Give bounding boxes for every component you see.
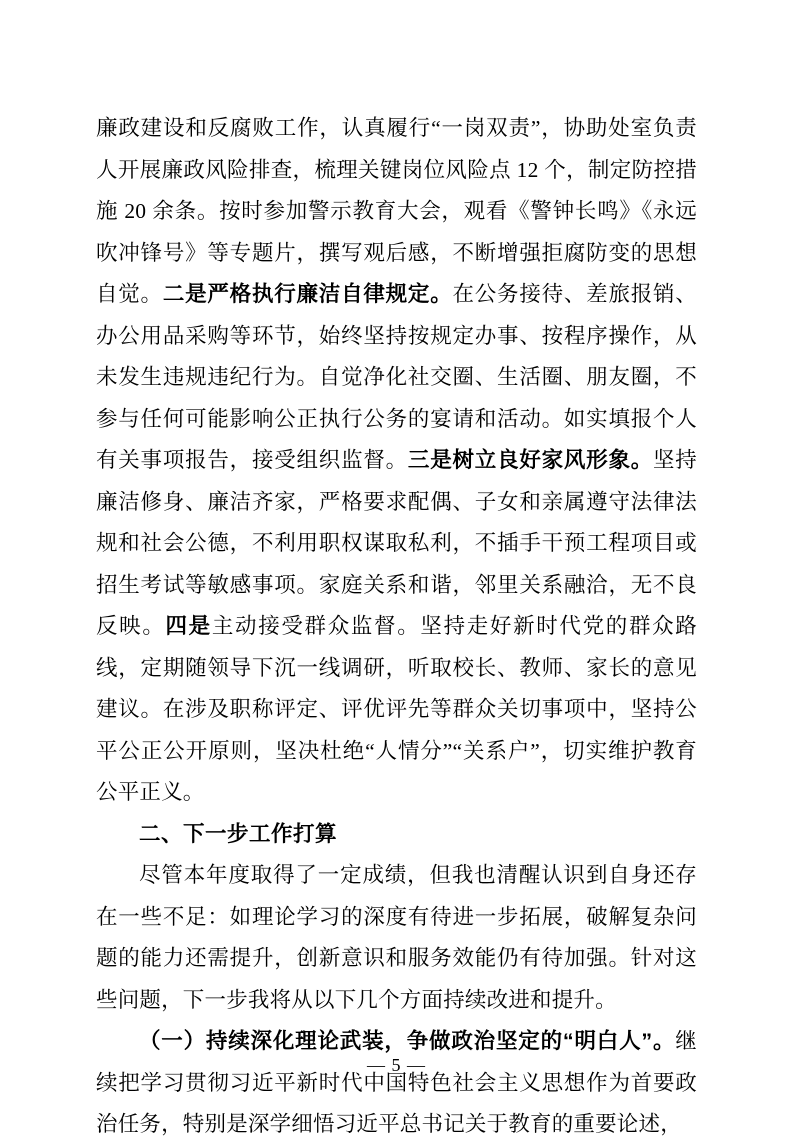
text-run-bold: 三是树立良好家风形象。 bbox=[407, 448, 654, 472]
text-run: 尽管本年度取得了一定成绩，但我也清醒认识到自身还存在一些不足：如理论学习的深度有待进一步拓展，破解复杂问题的能力还需提升，创新意识和服务效能仍有待加强。针对这些问题，下一步我将从以下几个方面持续改进和提升。 bbox=[96, 863, 697, 1012]
paragraph-subsection bbox=[96, 1021, 697, 1146]
section-heading: 二、下一步工作打算 bbox=[139, 821, 338, 846]
text-run: 坚持廉洁修身、廉洁齐家，严格要求配偶、子女和亲属遵守法律法规和社会公德，不利用职权谋取私利，不插手干预工程项目或招生考试等敏感事项。家庭关系和谐，邻里关系融洽，无不良反映。 bbox=[96, 448, 697, 638]
text-run: 主动接受群众监督。坚持走好新时代党的群众路线，定期随领导下沉一线调研，听取校长、教师、家长的意见建议。在涉及职称评定、评优评先等群众关切事项中，坚持公平公正公开原则，坚决杜绝“人情分”“关系户”，切实维护教育公平正义。 bbox=[96, 614, 697, 804]
text-run: 继续把学习贯彻习近平新时代中国特色社会主义思想作为首要政治任务，特别是深学细悟习近平总书记关于教育的重要论述， bbox=[96, 1029, 697, 1136]
text-run: 廉政建设和反腐败工作，认真履行“一岗双责”，协助处室负责人开展廉政风险排查，梳理关键岗位风险点 12 个，制定防控措施 20 余条。按时参加警示教育大会，观看《警钟长鸣》《永远吹冲锋号》等专题片，撰写观后感，不断增强拒腐防变的思想自觉。 bbox=[96, 116, 697, 306]
document-body bbox=[96, 108, 697, 1146]
text-run: 在公务接待、差旅报销、办公用品采购等环节，始终坚持按规定办事、按程序操作，从未发生违规违纪行为。自觉净化社交圈、生活圈、朋友圈，不参与任何可能影响公正执行公务的宴请和活动。如实填报个人有关事项报告，接受组织监督。 bbox=[96, 282, 697, 472]
subsection-heading: （一）持续深化理论武装，争做政治坚定的“明白人”。 bbox=[139, 1029, 676, 1053]
page-number: — 5 — bbox=[367, 1055, 426, 1075]
paragraph bbox=[96, 855, 697, 1021]
paragraph-continuation bbox=[96, 108, 697, 814]
text-run-bold: 四是 bbox=[165, 614, 212, 638]
text-run-bold: 二是严格执行廉洁自律规定。 bbox=[162, 282, 453, 306]
